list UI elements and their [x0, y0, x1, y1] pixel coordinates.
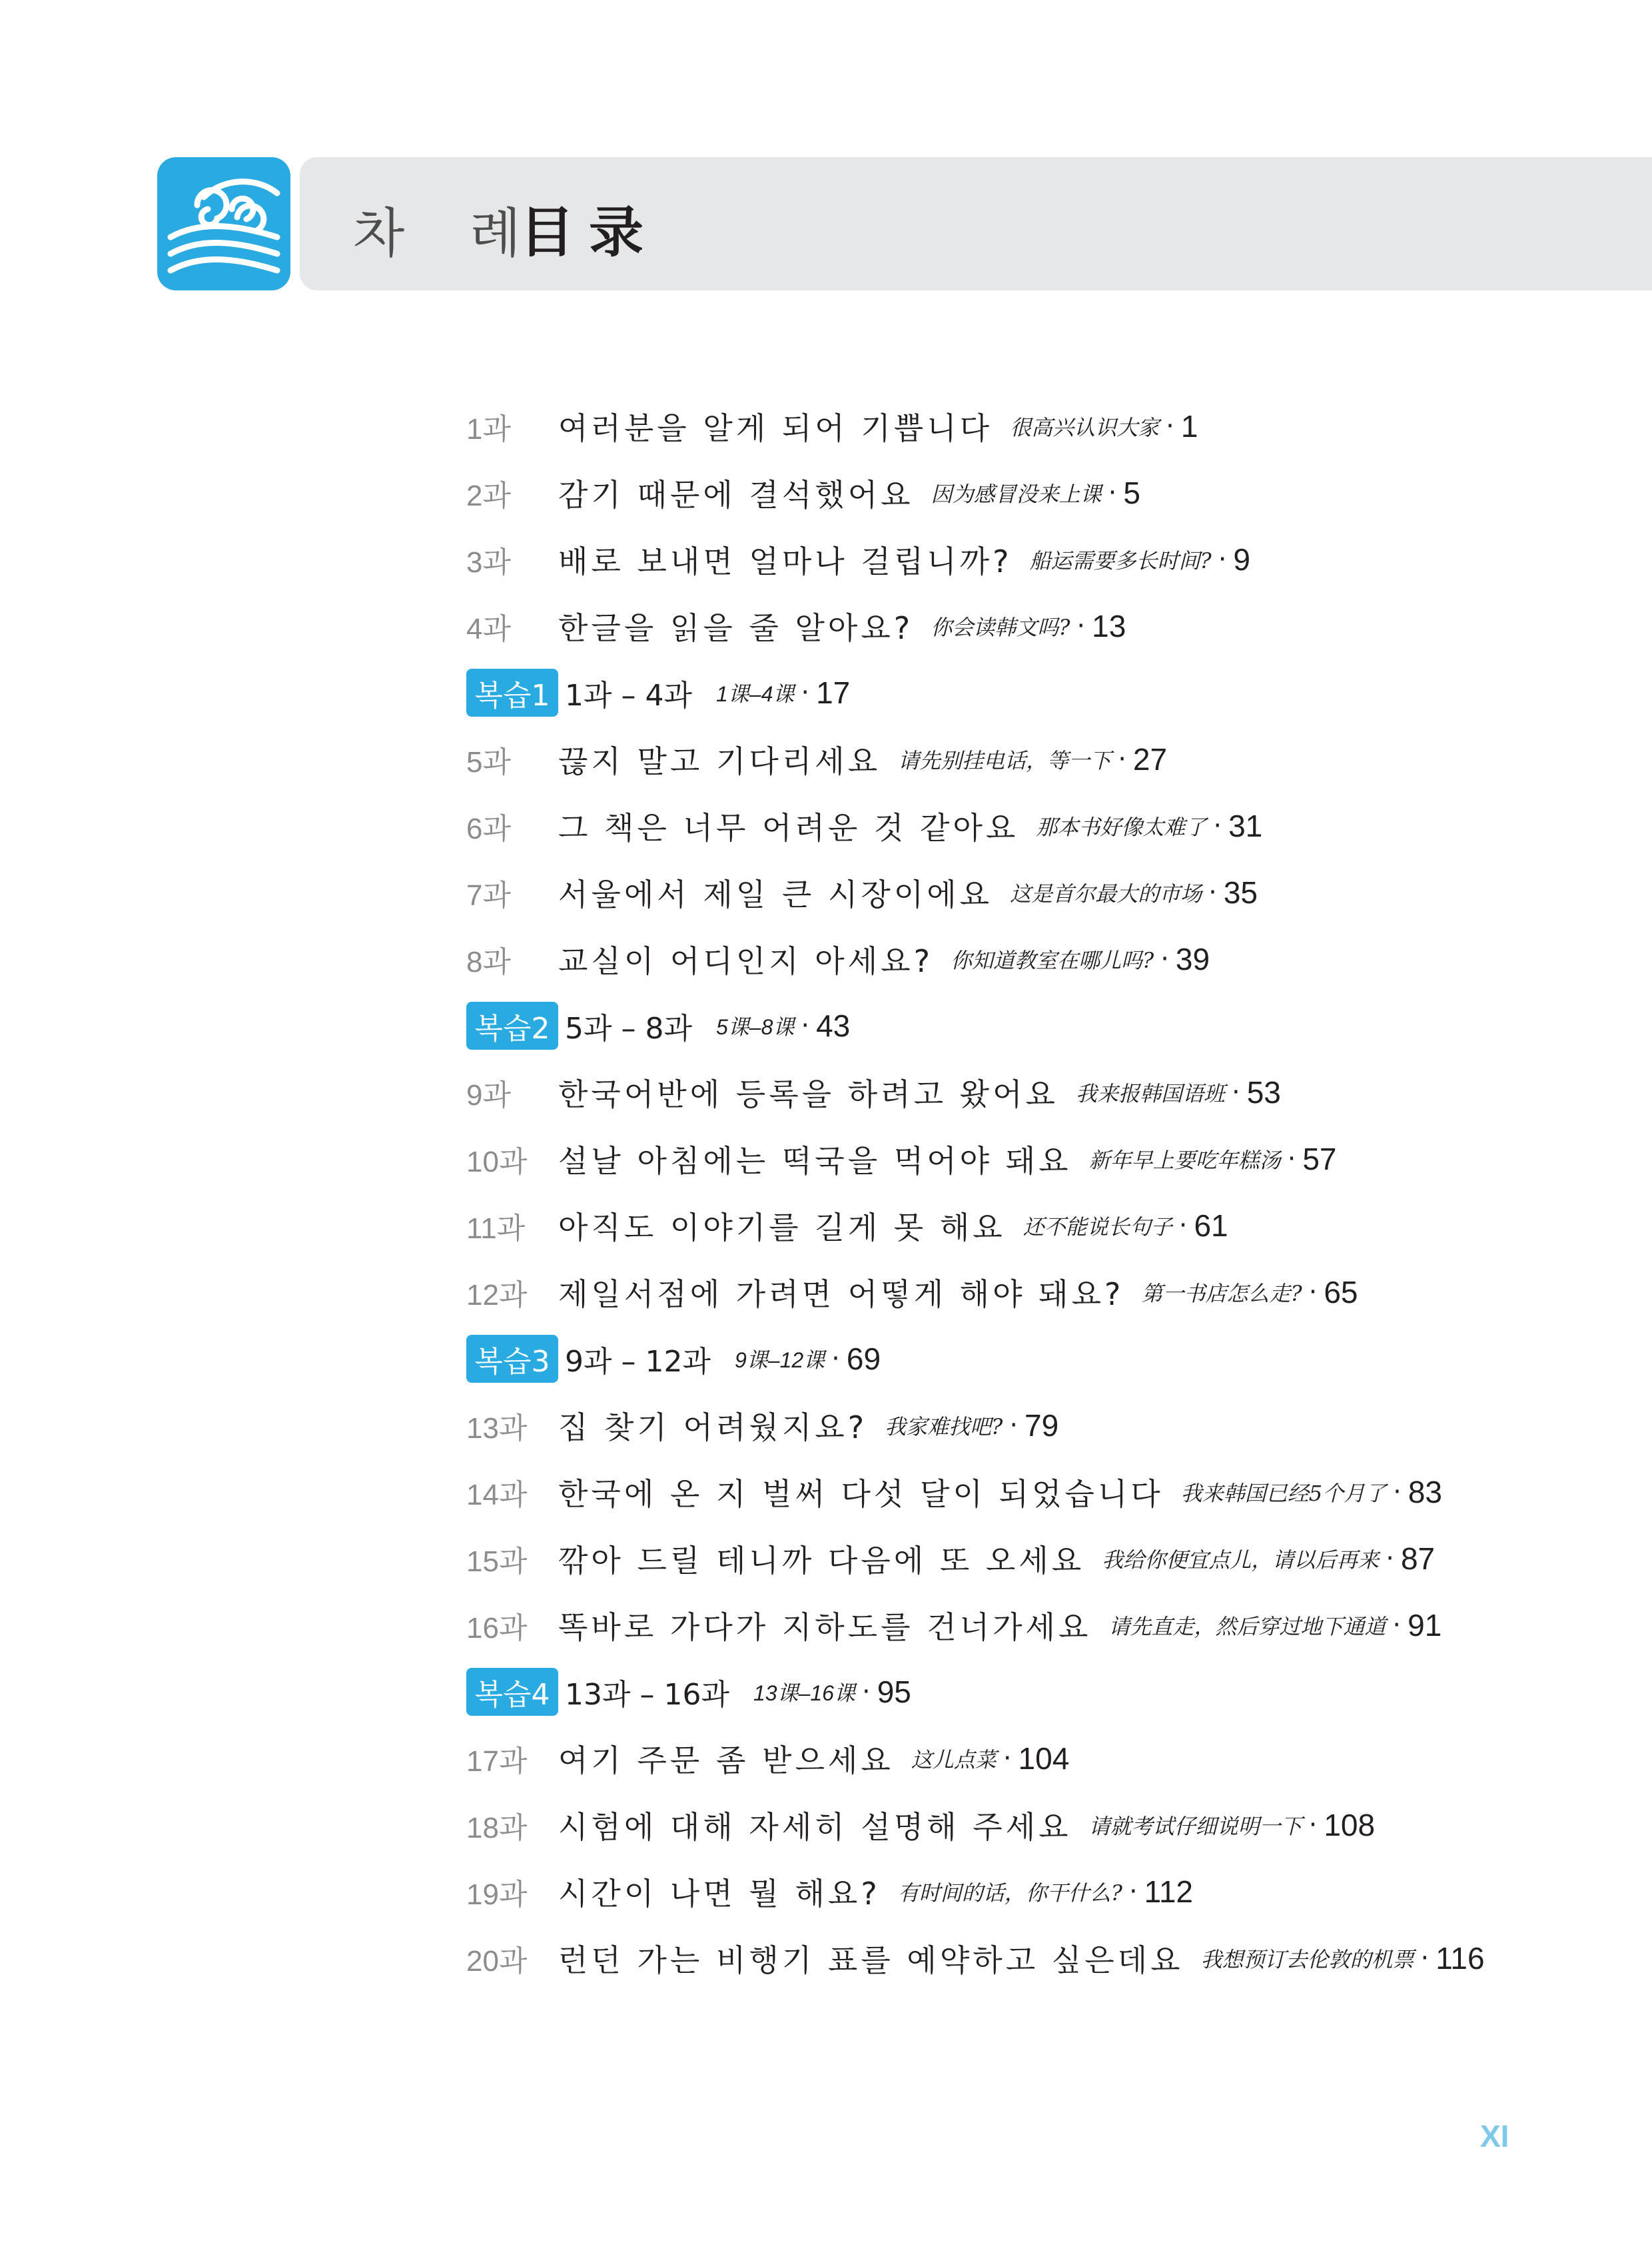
- page-number: 61: [1194, 1208, 1228, 1243]
- lesson-title-zh: 很高兴认识大家: [1010, 415, 1160, 440]
- lesson-title-zh: 请就考试仔细说明一下: [1088, 1814, 1302, 1839]
- header-bar: [300, 157, 1652, 290]
- table-of-contents: [466, 393, 1532, 1992]
- toc-entry[interactable]: [466, 1525, 1532, 1592]
- lesson-number: 2과: [466, 480, 511, 512]
- separator-dot: ·: [1118, 744, 1126, 775]
- lesson-title-zh: 请先别挂电话，等一下: [898, 748, 1112, 773]
- lesson-title-zh: 因为感冒没来上课: [931, 482, 1102, 507]
- review-range: 1과 – 4과: [565, 679, 692, 713]
- separator-dot: ·: [1178, 1210, 1188, 1241]
- title-korean: 차 례: [353, 202, 545, 264]
- lesson-title-ko: 시간이 나면 뭘 해요?: [558, 1876, 881, 1912]
- separator-dot: ·: [801, 1010, 810, 1041]
- separator-dot: ·: [1108, 478, 1117, 508]
- toc-entry[interactable]: [466, 1792, 1532, 1858]
- lesson-title-ko: 배로 보내면 얼마나 걸립니까?: [558, 544, 1013, 579]
- review-range-zh: 13课–16课: [753, 1681, 855, 1705]
- lesson-title-ko: 감기 때문에 결석했어요: [558, 477, 914, 513]
- lesson-title-ko: 런던 가는 비행기 표를 예약하고 싶은데요: [558, 1942, 1184, 1978]
- review-badge: 복습2: [466, 1002, 558, 1050]
- page-number: 53: [1246, 1075, 1281, 1110]
- page-number: 57: [1302, 1142, 1337, 1176]
- lesson-title-zh: 你知道教室在哪儿吗?: [951, 948, 1154, 973]
- separator-dot: ·: [1166, 411, 1174, 442]
- folio-page-number: XI: [1480, 2119, 1509, 2153]
- page-number: 27: [1132, 742, 1168, 777]
- lesson-title-ko: 한글을 읽을 줄 알아요?: [558, 610, 914, 646]
- lesson-number: 20과: [466, 1945, 528, 1978]
- lesson-title-zh: 有时间的话，你干什么?: [897, 1880, 1122, 1906]
- lesson-title-ko: 아직도 이야기를 길게 못 해요: [558, 1210, 1006, 1246]
- toc-entry[interactable]: [466, 1459, 1532, 1525]
- lesson-title-ko: 깎아 드릴 테니까 다음에 또 오세요: [558, 1543, 1085, 1579]
- review-range: 9과 – 12과: [565, 1345, 711, 1379]
- review-entry[interactable]: [466, 1659, 1532, 1725]
- page-number: 95: [877, 1675, 911, 1709]
- toc-entry[interactable]: [466, 1259, 1532, 1325]
- toc-entry[interactable]: [466, 926, 1532, 992]
- lesson-title-zh: 请先直走，然后穿过地下通道: [1108, 1614, 1386, 1639]
- page-number: 43: [816, 1008, 851, 1043]
- separator-dot: ·: [1392, 1610, 1402, 1641]
- separator-dot: ·: [1218, 544, 1227, 575]
- toc-entry[interactable]: [466, 393, 1532, 460]
- toc-entry[interactable]: [466, 1059, 1532, 1126]
- separator-dot: ·: [1393, 1477, 1402, 1507]
- separator-dot: ·: [1009, 1410, 1019, 1441]
- page-number: 17: [816, 675, 851, 710]
- separator-dot: ·: [1076, 611, 1086, 641]
- page-number: 116: [1436, 1941, 1485, 1976]
- separator-dot: ·: [861, 1677, 871, 1707]
- separator-dot: ·: [1003, 1743, 1012, 1774]
- toc-entry[interactable]: [466, 726, 1532, 793]
- toc-entry[interactable]: [466, 1592, 1532, 1659]
- review-range-zh: 1课–4课: [715, 682, 795, 706]
- review-badge: 복습4: [466, 1668, 558, 1716]
- page-number: 108: [1324, 1808, 1376, 1842]
- page-number: 65: [1324, 1275, 1358, 1309]
- lesson-number: 1과: [466, 413, 511, 446]
- lesson-title-ko: 한국에 온 지 벌써 다섯 달이 되었습니다: [558, 1476, 1164, 1512]
- separator-dot: ·: [1420, 1943, 1430, 1974]
- review-range-zh: 9课–12课: [734, 1348, 825, 1372]
- lesson-title-ko: 시험에 대해 자세히 설명해 주세요: [558, 1809, 1072, 1845]
- lesson-number: 18과: [466, 1812, 528, 1844]
- lesson-title-zh: 这儿点菜: [911, 1747, 997, 1772]
- review-range: 13과 – 16과: [565, 1678, 729, 1712]
- toc-entry[interactable]: [466, 793, 1532, 859]
- toc-entry[interactable]: [466, 1725, 1532, 1792]
- lesson-number: 19과: [466, 1878, 528, 1911]
- review-badge: 복습3: [466, 1335, 558, 1383]
- lesson-title-zh: 我家难找吧?: [885, 1414, 1003, 1439]
- lesson-title-ko: 똑바로 가다가 지하도를 건너가세요: [558, 1609, 1092, 1645]
- lesson-title-zh: 新年早上要吃年糕汤: [1088, 1148, 1281, 1173]
- lesson-title-zh: 我想预订去伦敦的机票: [1200, 1947, 1414, 1972]
- lesson-title-zh: 那本书好像太难了: [1036, 815, 1207, 840]
- lesson-number: 7과: [466, 879, 511, 912]
- separator-dot: ·: [1213, 811, 1222, 841]
- toc-entry[interactable]: [466, 593, 1532, 659]
- lesson-title-zh: 这是首尔最大的市场: [1010, 881, 1202, 907]
- page-number: 1: [1180, 409, 1198, 444]
- review-range: 5과 – 8과: [565, 1012, 692, 1046]
- lesson-title-ko: 그 책은 너무 어려운 것 같아요: [558, 810, 1019, 846]
- separator-dot: ·: [831, 1343, 840, 1374]
- lesson-number: 17과: [466, 1745, 528, 1778]
- review-entry[interactable]: [466, 1325, 1532, 1392]
- lesson-number: 6과: [466, 813, 511, 845]
- lesson-title-ko: 서울에서 제일 큰 시장이에요: [558, 877, 993, 913]
- toc-entry[interactable]: [466, 526, 1532, 593]
- separator-dot: ·: [1386, 1543, 1394, 1574]
- review-entry[interactable]: [466, 659, 1532, 726]
- page-number: 91: [1408, 1608, 1442, 1643]
- separator-dot: ·: [1308, 1810, 1318, 1840]
- page-number: 35: [1223, 875, 1258, 910]
- lesson-title-ko: 집 찾기 어려웠지요?: [558, 1409, 868, 1445]
- lesson-title-zh: 我给你便宜点儿，请以后再来: [1102, 1547, 1380, 1573]
- lesson-title-ko: 끊지 말고 기다리세요: [558, 743, 881, 779]
- lesson-title-ko: 교실이 어디인지 아세요?: [558, 943, 934, 979]
- page-number: 69: [846, 1341, 881, 1376]
- lesson-number: 3과: [466, 546, 511, 579]
- review-badge: 복습1: [466, 669, 558, 717]
- lesson-number: 13과: [466, 1412, 528, 1445]
- lesson-title-ko: 여기 주문 좀 받으세요: [558, 1742, 894, 1778]
- toc-entry[interactable]: [466, 1925, 1532, 1992]
- separator-dot: ·: [1208, 877, 1217, 908]
- lesson-number: 14과: [466, 1479, 528, 1511]
- review-range-zh: 5课–8课: [715, 1015, 795, 1039]
- toc-entry[interactable]: [466, 859, 1532, 926]
- toc-entry[interactable]: [466, 460, 1532, 526]
- separator-dot: ·: [1160, 944, 1169, 974]
- page-number: 31: [1228, 809, 1263, 843]
- toc-entry[interactable]: [466, 1858, 1532, 1925]
- page-number: 5: [1123, 476, 1140, 510]
- lesson-title-zh: 还不能说长句子: [1023, 1214, 1172, 1240]
- lesson-title-ko: 여러분을 알게 되어 기쁩니다: [558, 410, 993, 446]
- wave-logo-icon: [157, 157, 290, 290]
- toc-entry[interactable]: [466, 1126, 1532, 1192]
- lesson-number: 15과: [466, 1545, 528, 1578]
- lesson-title-ko: 제일서점에 가려면 어떻게 해야 돼요?: [558, 1276, 1124, 1312]
- page-number: 83: [1408, 1475, 1442, 1509]
- lesson-number: 9과: [466, 1079, 511, 1112]
- page-number: 87: [1400, 1541, 1436, 1576]
- title-chinese: 目录: [520, 201, 659, 264]
- lesson-number: 16과: [466, 1612, 528, 1645]
- page-number: 79: [1025, 1408, 1059, 1443]
- separator-dot: ·: [801, 677, 810, 708]
- lesson-number: 10과: [466, 1146, 528, 1178]
- page-number: 104: [1018, 1741, 1070, 1776]
- toc-entry[interactable]: [466, 1192, 1532, 1259]
- page-number: 9: [1233, 542, 1250, 577]
- page-number: 13: [1092, 609, 1126, 643]
- separator-dot: ·: [1287, 1144, 1296, 1174]
- separator-dot: ·: [1128, 1876, 1138, 1907]
- lesson-number: 12과: [466, 1279, 528, 1311]
- toc-entry[interactable]: [466, 1392, 1532, 1459]
- separator-dot: ·: [1232, 1077, 1240, 1108]
- review-entry[interactable]: [466, 992, 1532, 1059]
- lesson-number: 11과: [466, 1212, 526, 1245]
- lesson-title-zh: 我来报韩国语班: [1075, 1081, 1225, 1106]
- separator-dot: ·: [1308, 1277, 1318, 1308]
- lesson-number: 5과: [466, 746, 511, 779]
- lesson-title-zh: 我来韩国已经5个月了: [1180, 1481, 1387, 1506]
- lesson-number: 4과: [466, 613, 511, 645]
- lesson-title-zh: 船运需要多长时间?: [1029, 548, 1212, 573]
- lesson-title-ko: 설날 아침에는 떡국을 먹어야 돼요: [558, 1143, 1072, 1179]
- lesson-title-zh: 第一书店怎么走?: [1141, 1281, 1302, 1306]
- lesson-title-zh: 你会读韩文吗?: [931, 615, 1070, 640]
- page-number: 39: [1175, 942, 1210, 976]
- lesson-number: 8과: [466, 946, 511, 978]
- lesson-title-ko: 한국어반에 등록을 하려고 왔어요: [558, 1076, 1058, 1112]
- page-number: 112: [1144, 1874, 1194, 1909]
